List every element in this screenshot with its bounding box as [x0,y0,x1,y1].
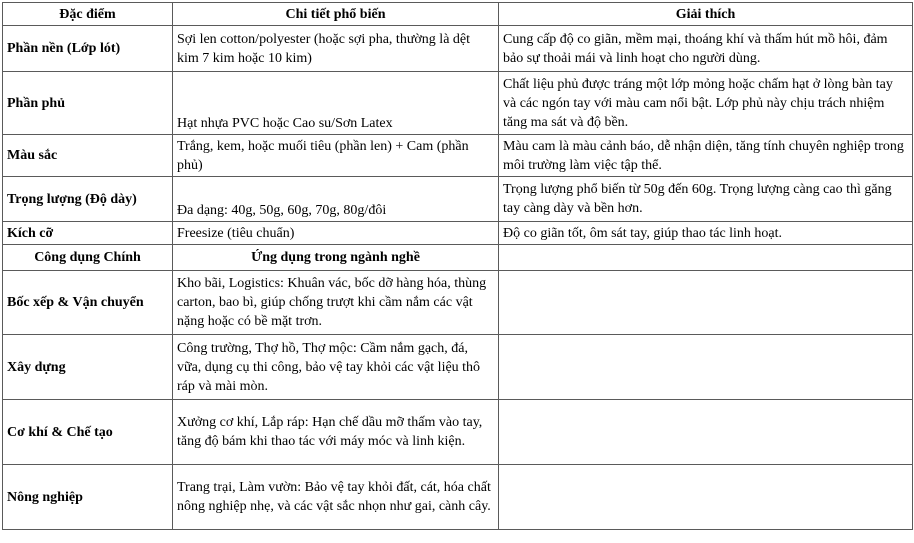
feature-detail: Hạt nhựa PVC hoặc Cao su/Sơn Latex [173,72,499,135]
table-row [3,222,913,245]
feature-label: Trọng lượng (Độ dày) [3,177,173,222]
header-detail: Chi tiết phổ biến [173,3,499,26]
empty-cell [499,465,913,530]
feature-explain: Màu cam là màu cảnh báo, dễ nhận diện, tăng tính chuyên nghiệp trong môi trường làm việc tập thể. [499,135,913,177]
table-row [3,72,913,135]
empty-cell [499,335,913,400]
usage-label: Bốc xếp & Vận chuyển [3,271,173,335]
usage-header-row [3,245,913,271]
glove-spec-table [2,2,913,530]
usage-header-main: Công dụng Chính [3,245,173,271]
header-explain: Giải thích [499,3,913,26]
table-row [3,135,913,177]
feature-detail: Trắng, kem, hoặc muối tiêu (phần len) + Cam (phần phủ) [173,135,499,177]
feature-label: Màu sắc [3,135,173,177]
usage-detail: Kho bãi, Logistics: Khuân vác, bốc dỡ hàng hóa, thùng carton, bao bì, giúp chống trượt khi cầm nắm các vật nặng hoặc có bề mặt trơn. [173,271,499,335]
usage-label: Nông nghiệp [3,465,173,530]
usage-label: Cơ khí & Chế tạo [3,400,173,465]
feature-explain: Độ co giãn tốt, ôm sát tay, giúp thao tác linh hoạt. [499,222,913,245]
table-row [3,465,913,530]
feature-explain: Trọng lượng phổ biến từ 50g đến 60g. Trọng lượng càng cao thì găng tay càng dày và bền hơn. [499,177,913,222]
feature-explain: Chất liệu phủ được tráng một lớp mỏng hoặc chấm hạt ở lòng bàn tay và các ngón tay với màu cam nổi bật. Lớp phủ này chịu trách nhiệm tăng ma sát và độ bền. [499,72,913,135]
header-row [3,3,913,26]
empty-cell [499,245,913,271]
table-row [3,335,913,400]
table-row [3,271,913,335]
usage-detail: Xưởng cơ khí, Lắp ráp: Hạn chế dầu mỡ thấm vào tay, tăng độ bám khi thao tác với máy móc và linh kiện. [173,400,499,465]
table-row [3,26,913,72]
feature-label: Phần phủ [3,72,173,135]
table-row [3,400,913,465]
usage-detail: Công trường, Thợ hồ, Thợ mộc: Cầm nắm gạch, đá, vữa, dụng cụ thi công, bảo vệ tay khỏi các vật liệu thô ráp và mài mòn. [173,335,499,400]
feature-label: Phần nền (Lớp lót) [3,26,173,72]
feature-label: Kích cỡ [3,222,173,245]
usage-header-application: Ứng dụng trong ngành nghề [173,245,499,271]
header-feature: Đặc điểm [3,3,173,26]
empty-cell [499,400,913,465]
feature-detail: Đa dạng: 40g, 50g, 60g, 70g, 80g/đôi [173,177,499,222]
usage-label: Xây dựng [3,335,173,400]
feature-detail: Freesize (tiêu chuẩn) [173,222,499,245]
empty-cell [499,271,913,335]
feature-explain: Cung cấp độ co giãn, mềm mại, thoáng khí và thấm hút mồ hôi, đảm bảo sự thoải mái và linh hoạt cho người dùng. [499,26,913,72]
feature-detail: Sợi len cotton/polyester (hoặc sợi pha, thường là dệt kim 7 kim hoặc 10 kim) [173,26,499,72]
usage-detail: Trang trại, Làm vườn: Bảo vệ tay khỏi đất, cát, hóa chất nông nghiệp nhẹ, và các vật sắc nhọn như gai, cành cây. [173,465,499,530]
table-row [3,177,913,222]
